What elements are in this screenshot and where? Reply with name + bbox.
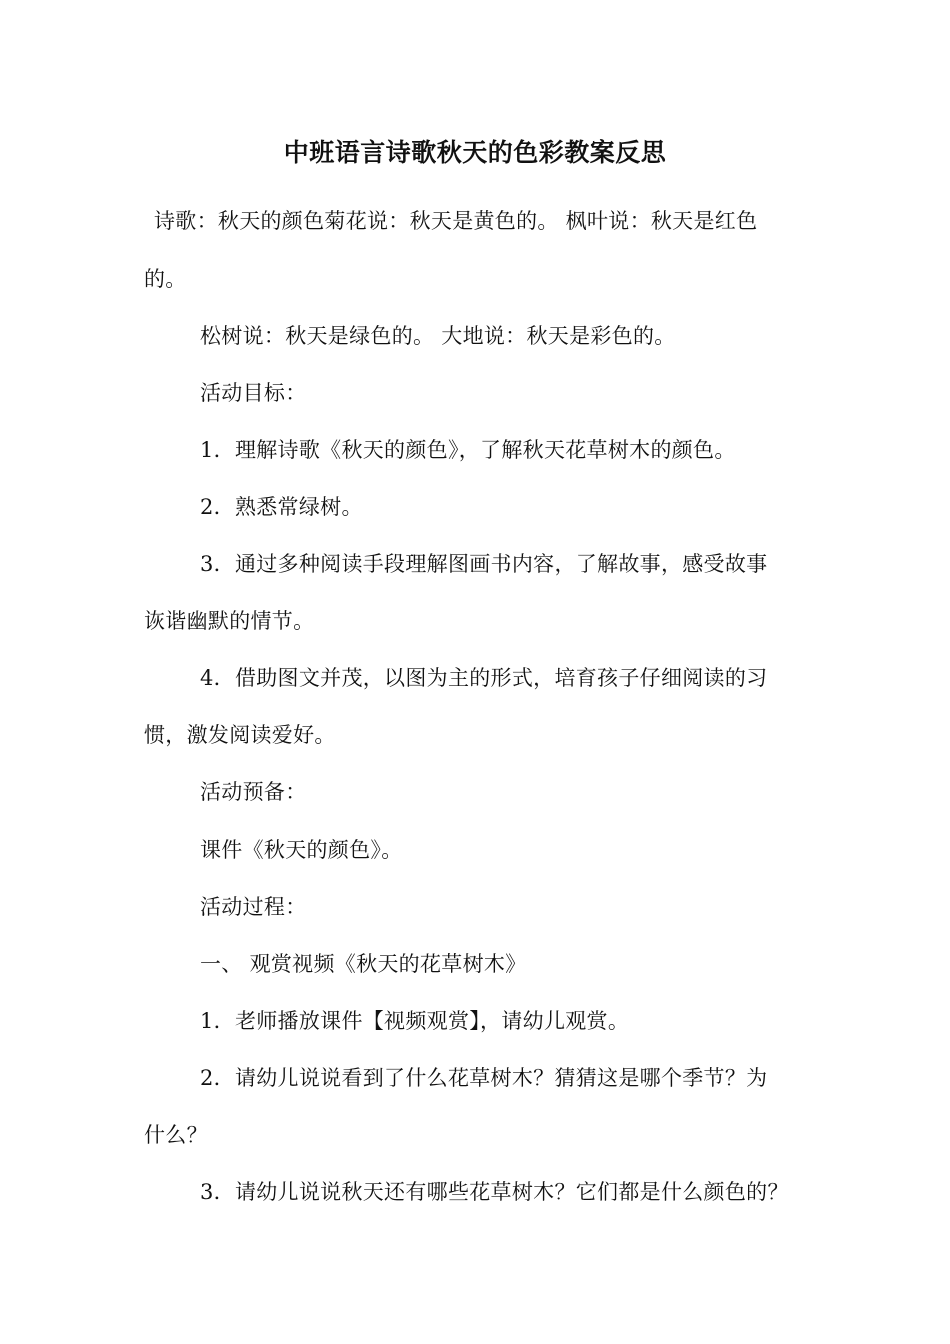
list-item: 4．借助图文并茂，以图为主的形式，培育孩子仔细阅读的习 bbox=[200, 666, 768, 690]
subsection-heading: 一、 观赏视频《秋天的花草树木》 bbox=[200, 952, 527, 976]
list-item: 2．请幼儿说说看到了什么花草树木？猜猜这是哪个季节？为 bbox=[200, 1066, 768, 1090]
paragraph-line: 课件《秋天的颜色》。 bbox=[200, 838, 403, 862]
section-heading: 活动预备： bbox=[200, 780, 307, 804]
section-heading: 活动目标： bbox=[200, 381, 307, 405]
paragraph-line: 诗歌：秋天的颜色菊花说：秋天是黄色的。 枫叶说：秋天是红色 bbox=[154, 209, 758, 233]
list-item: 3．通过多种阅读手段理解图画书内容，了解故事，感受故事 bbox=[200, 552, 768, 576]
paragraph-line: 的。 bbox=[144, 267, 187, 291]
list-item: 3．请幼儿说说秋天还有哪些花草树木？它们都是什么颜色的？ bbox=[200, 1180, 789, 1204]
list-item-continuation: 惯，激发阅读爱好。 bbox=[144, 723, 336, 747]
section-heading: 活动过程： bbox=[200, 895, 307, 919]
list-item: 1．老师播放课件【视频观赏】，请幼儿观赏。 bbox=[200, 1009, 630, 1033]
paragraph-line: 松树说：秋天是绿色的。 大地说：秋天是彩色的。 bbox=[200, 324, 676, 348]
document-title: 中班语言诗歌秋天的色彩教案反思 bbox=[283, 138, 667, 167]
list-item: 1．理解诗歌《秋天的颜色》，了解秋天花草树木的颜色。 bbox=[200, 438, 736, 462]
list-item-continuation: 诙谐幽默的情节。 bbox=[144, 609, 315, 633]
list-item-continuation: 什么？ bbox=[144, 1123, 208, 1147]
list-item: 2．熟悉常绿树。 bbox=[200, 495, 363, 519]
